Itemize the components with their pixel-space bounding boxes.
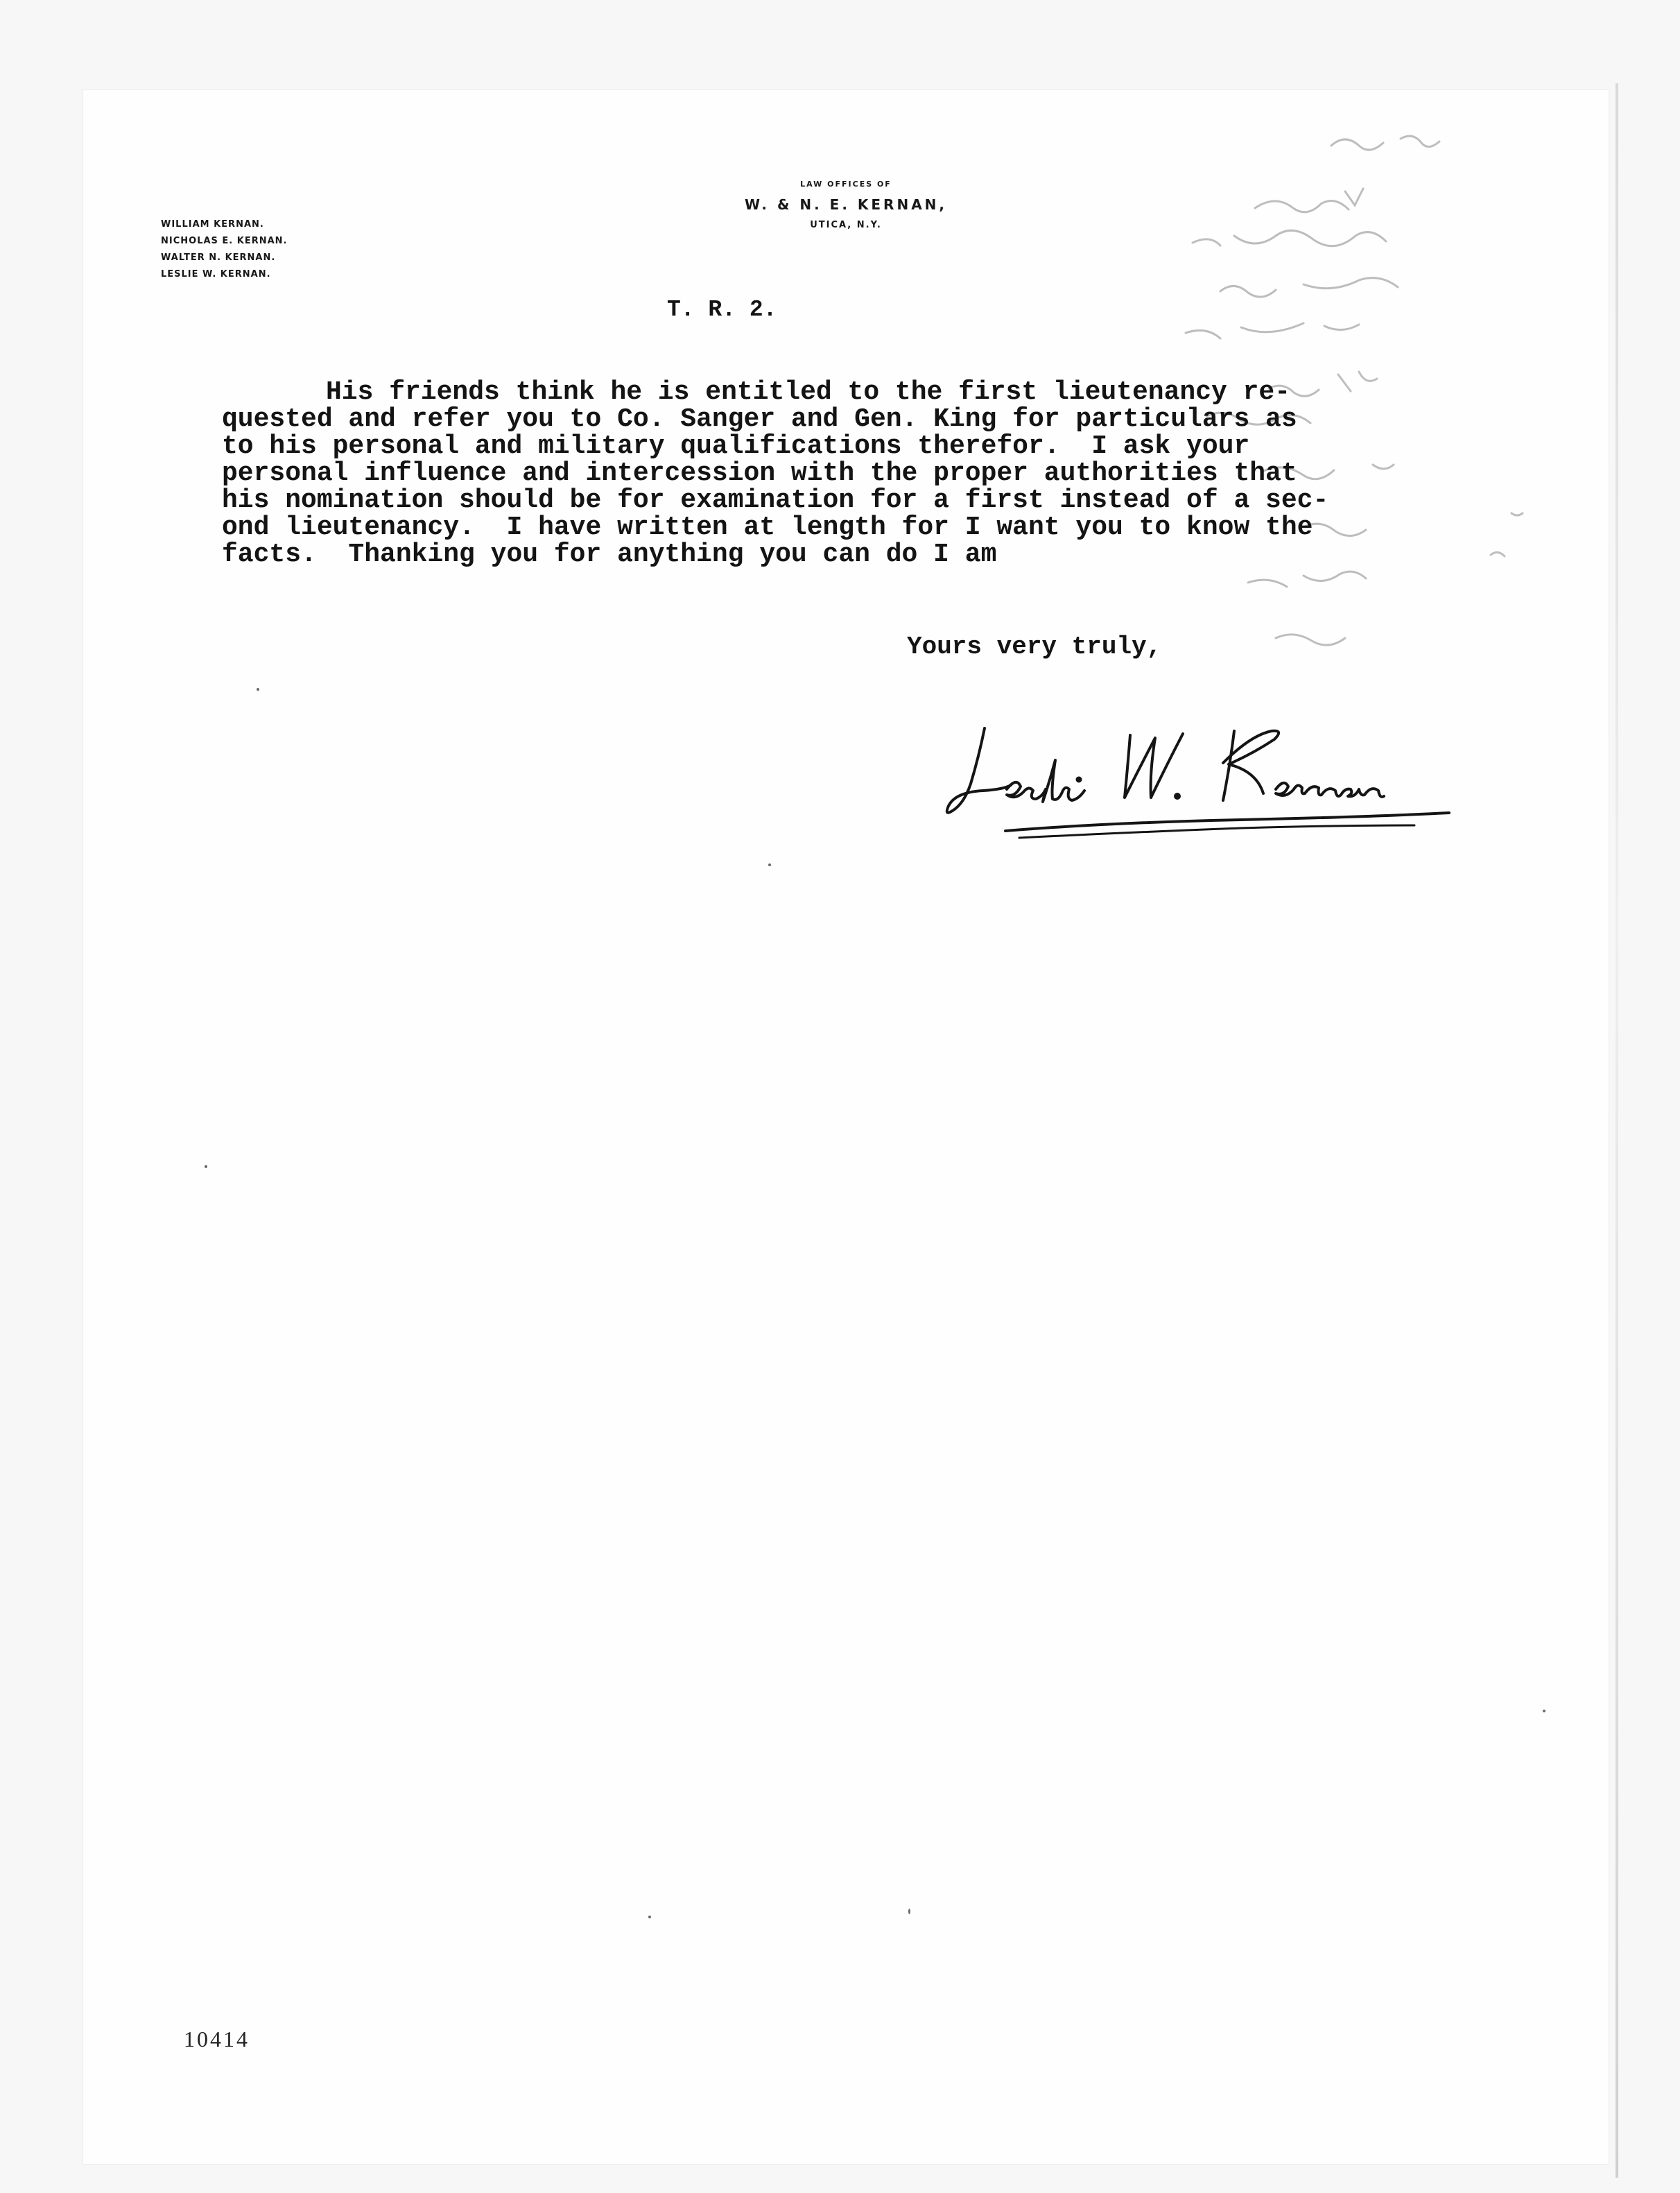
firm-city: UTICA, N.Y. [810,220,882,230]
scan-speck [768,863,771,866]
body-line: ond lieutenancy. I have written at length for I want you to know the [222,513,1313,542]
scan-edge [1616,83,1618,2178]
body-line: His friends think he is entitled to the first lieutenancy re- [326,377,1291,407]
body-line: to his personal and military qualifications therefor. I ask your [222,431,1250,461]
firm-name: W. & N. E. KERNAN, [744,196,948,213]
scan-speck [257,688,259,691]
law-offices-label: LAW OFFICES OF [800,180,892,189]
scan-speck [648,1916,651,1918]
partner-list [161,216,369,283]
partner-name: WALTER N. KERNAN. [161,252,276,263]
letterhead [652,178,1040,233]
body-line: facts. Thanking you for anything you can do I am [222,540,997,569]
scan-speck [1543,1710,1545,1712]
partner-name: LESLIE W. KERNAN. [161,269,271,280]
partner-name: NICHOLAS E. KERNAN. [161,236,288,246]
letter-body [222,379,1525,568]
body-line: his nomination should be for examination for a first instead of a sec- [222,485,1329,515]
scan-speck [205,1165,207,1168]
page-label: T. R. 2. [667,297,777,322]
scan-speck [908,1909,910,1914]
body-line: quested and refer you to Co. Sanger and Gen. King for particulars as [222,404,1297,434]
handwritten-signature [943,714,1484,853]
closing-salutation: Yours very truly, [907,633,1162,661]
document-number: 10414 [184,2027,250,2052]
body-line: personal influence and intercession with the proper authorities that [222,458,1297,488]
partner-name: WILLIAM KERNAN. [161,219,264,230]
